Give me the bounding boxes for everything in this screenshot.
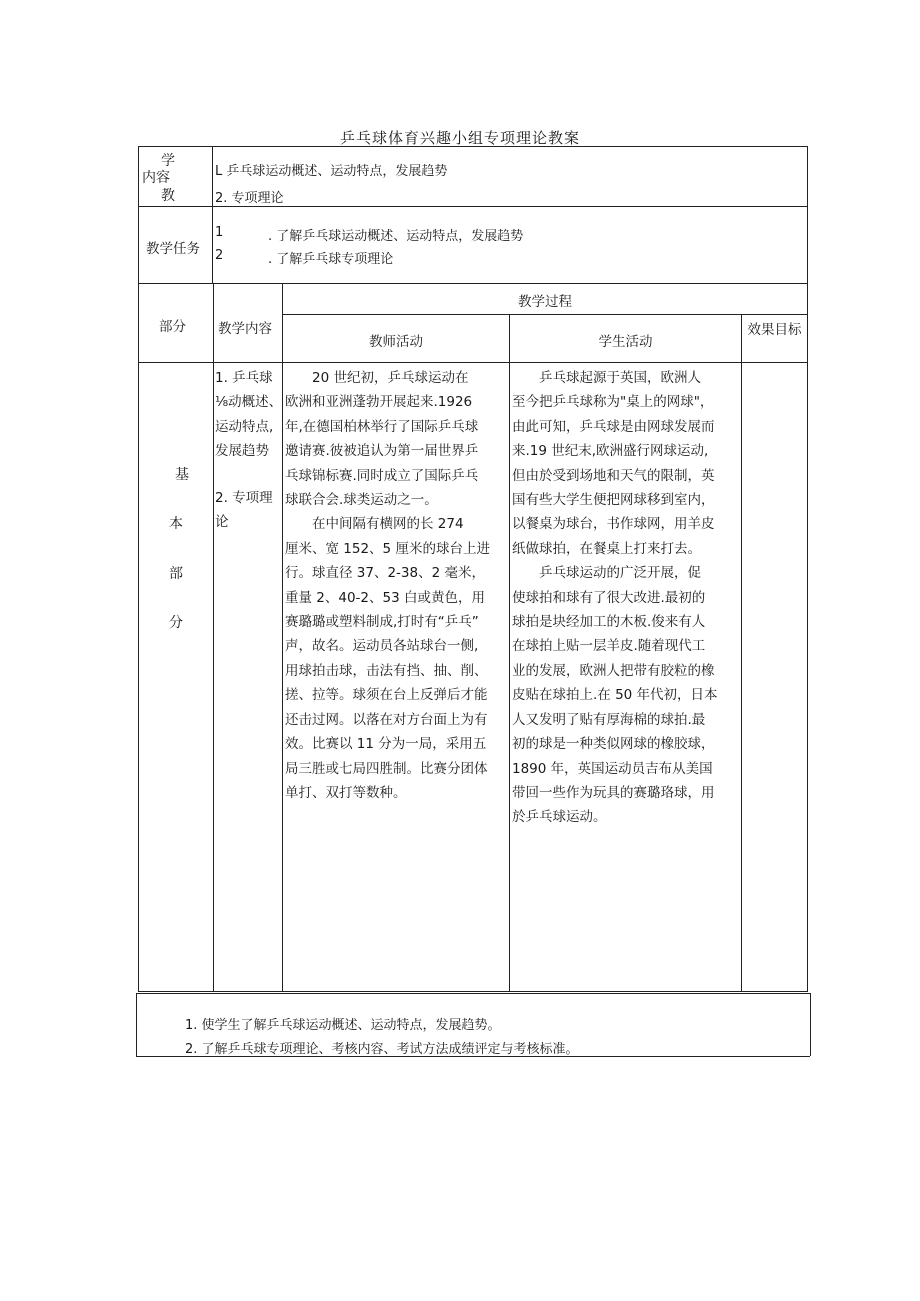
header-part: 部分	[159, 319, 186, 335]
student-line: 以餐桌为球台，书作球网，用羊皮	[512, 516, 715, 533]
teacher-line: 20 世纪初，乒乓球运动在	[285, 370, 469, 386]
teacher-line: 用球拍击球，击法有挡、抽、削、	[285, 662, 488, 679]
student-line: 1890 年，英国运动员吉布从美国	[512, 760, 713, 777]
student-line: 来.19 世纪末,欧洲盛行网球运动,	[512, 443, 709, 460]
part-char-3: 部	[169, 566, 183, 582]
student-line: 皮贴在球拍上.在 50 年代初，日本	[512, 687, 718, 704]
content-label-mid: 内容	[142, 170, 170, 186]
content-line: 运动特点,	[215, 418, 274, 435]
teacher-line: 欧洲和亚洲蓬勃开展起来.1926	[285, 394, 473, 411]
student-line: 初的球是一种类似网球的橡胶球，	[512, 736, 715, 753]
content-line	[215, 464, 283, 488]
content-line: 1. 乒乓球	[215, 370, 273, 386]
part-char-4: 分	[169, 615, 183, 631]
student-line: 乒乓球运动的广泛开展，促	[512, 565, 701, 582]
content-line: ⅛动概述、	[215, 394, 283, 411]
teacher-activity-cell	[285, 366, 508, 805]
content-label-bottom: 教	[161, 188, 175, 204]
basic-content-cell	[215, 366, 283, 535]
content-line: 发展趋势	[215, 443, 269, 460]
teacher-line: 厘米、宽 152、5 厘米的球台上进	[285, 540, 490, 557]
task-item-1-number: 1	[215, 225, 224, 240]
part-char-1: 基	[175, 467, 189, 483]
teacher-line: 还击过网。以落在对方台面上为有	[285, 711, 488, 728]
teacher-line: 球联合会.球类运动之一。	[285, 492, 438, 509]
teacher-line: 重量 2、40-2、53 白或黄色，用	[285, 589, 485, 606]
student-line: 由此可知，乒乓球是由网球发展而	[512, 418, 715, 435]
student-line: 至今把乒乓球称为"桌上的网球"，	[512, 394, 714, 411]
content-line: 论	[215, 514, 229, 531]
student-line: 带回一些作为玩具的赛璐珞球，用	[512, 784, 715, 801]
teacher-line: 声，故名。运动员各站球台一侧,	[285, 638, 479, 655]
student-line: 但由於受到场地和天气的限制，英	[512, 467, 715, 484]
teacher-line: 年,在德国柏林举行了国际乒乓球	[285, 418, 479, 435]
teacher-line: 单打、双打等数种。	[285, 784, 407, 801]
task-item-2-number: 2	[215, 248, 224, 263]
teacher-line: 行。球直径 37、2-38、2 毫米，	[285, 565, 485, 582]
summary-line-2: 2. 了解乒乓球专项理论、考核内容、考试方法成绩评定与考核标准。	[185, 1042, 579, 1057]
task-label: 教学任务	[146, 241, 200, 257]
header-content: 教学内容	[218, 321, 272, 337]
student-line: 使球拍和球有了很大改进.最初的	[512, 589, 706, 606]
header-process: 教学过程	[518, 294, 572, 310]
header-teacher-activity: 教师活动	[369, 334, 423, 350]
content-line-1: L 乒乓球运动概述、运动特点，发展趋势	[215, 164, 448, 179]
teacher-line: 邀请赛.彼被追认为第一届世界乒	[285, 443, 479, 460]
page-title: 乒乓球体育兴趣小组专项理论教案	[339, 129, 580, 147]
student-line: 国有些大学生便把网球移到室内，	[512, 492, 715, 509]
teacher-line: 效。比赛以 11 分为一局，采用五	[285, 736, 487, 753]
header-student-activity: 学生活动	[598, 334, 653, 350]
student-line: 乒乓球起源于英国，欧洲人	[512, 370, 701, 386]
student-line: 纸做球拍，在餐桌上打来打去。	[512, 540, 701, 557]
summary-line-1: 1. 使学生了解乒乓球运动概述、运动特点，发展趋势。	[185, 1018, 501, 1033]
student-line: 球拍是块经加工的木板.俊来有人	[512, 614, 706, 631]
task-item-1-text: . 了解乒乓球运动概述、运动特点，发展趋势	[268, 229, 524, 244]
content-line: 2. 专项理	[215, 490, 273, 507]
teacher-line: 局三胜或七局四胜制。比赛分团体	[285, 760, 488, 777]
student-line: 在球拍上贴一层羊皮.随着现代工	[512, 638, 706, 655]
task-item-2-text: . 了解乒乓球专项理论	[268, 252, 394, 267]
student-line: 业的发展，欧洲人把带有胶粒的橡	[512, 662, 715, 679]
teacher-line: 搓、拉等。球须在台上反弹后才能	[285, 687, 488, 704]
teacher-line: 乓球锦标赛.同时成立了国际乒乓	[285, 467, 479, 484]
part-char-2: 本	[169, 516, 183, 532]
content-line-2: 2. 专项理论	[215, 191, 284, 206]
student-line: 於乒乓球运动。	[512, 809, 607, 826]
teacher-line: 赛璐璐或塑料制成,打时有“乒乓”	[285, 614, 479, 631]
header-effect-goal: 效果目标	[747, 322, 802, 338]
content-label-top: 学	[161, 153, 175, 169]
teacher-line: 在中间隔有横网的长 274	[285, 516, 464, 533]
student-activity-cell	[512, 366, 740, 830]
student-line: 人又发明了贴有厚海棉的球拍.最	[512, 711, 706, 728]
